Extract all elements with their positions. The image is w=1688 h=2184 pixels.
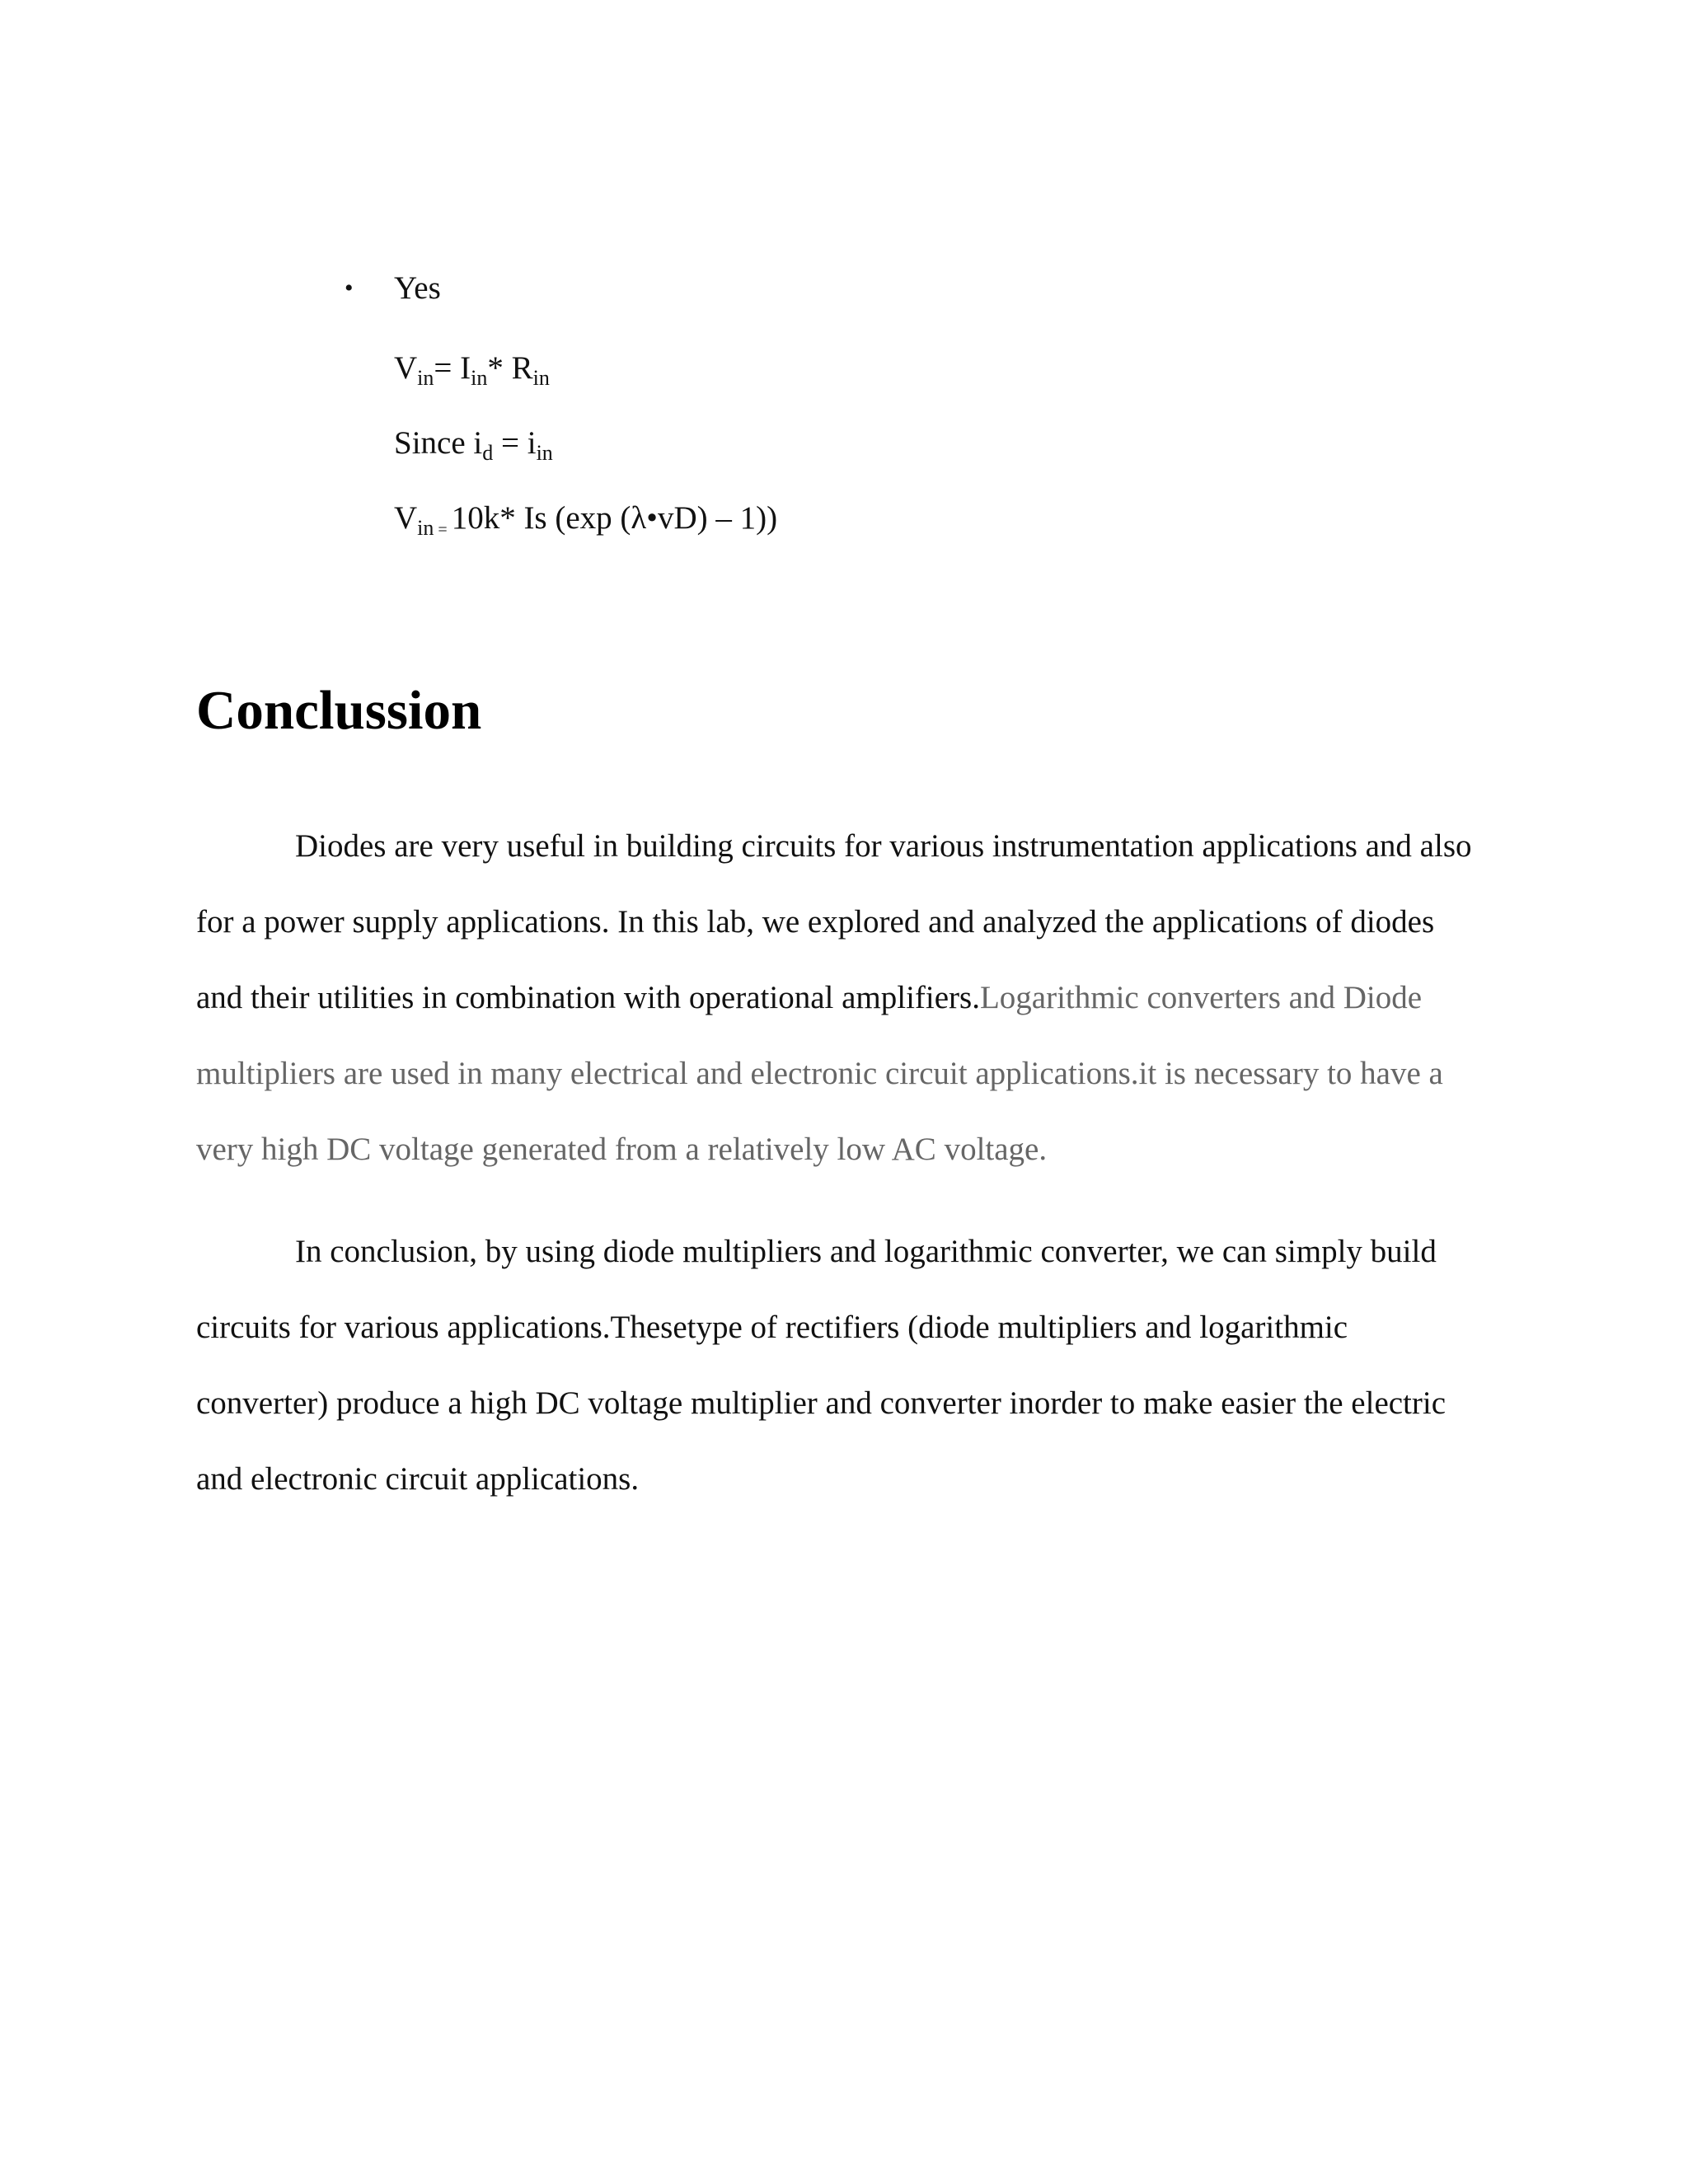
eq1-times-r: * R	[487, 350, 533, 386]
eq1-equals-i: = I	[434, 350, 471, 386]
conclusion-paragraph-1	[196, 808, 1482, 1188]
bullet-list	[345, 268, 1416, 309]
eq3-v-subscript: in	[417, 516, 434, 540]
equation-vin-iin-rin	[394, 348, 550, 389]
bullet-item-yes	[345, 268, 1416, 309]
conclusion-paragraph-2: In conclusion, by using diode multipliers and logarithmic converter, we can simply build circuits for various applications.Thesetype of rectifiers (diode multipliers and logarithmic converter) produce a high DC voltage multiplier and converter inorder to make easier the electric and electronic circuit applications.	[196, 1234, 1447, 1497]
eq3-small-equals: =	[434, 521, 452, 539]
equation-since-id-iin	[394, 423, 553, 464]
eq3-expression: 10k* Is (exp (λ•vD) – 1))	[451, 500, 778, 536]
eq3-v: V	[394, 500, 418, 536]
eq1-v-subscript: in	[417, 366, 434, 390]
eq2-equals-i: = i	[493, 425, 537, 461]
eq2-d-subscript: d	[482, 441, 494, 465]
paragraph1-gray-text: Logarithmic converters and Diode multipliers are used in many electrical and electronic circuit applications.it is necessary to have a very high DC voltage generated from a relatively low AC voltage.	[196, 980, 1443, 1167]
section-heading: Conclussion	[196, 680, 482, 741]
equation-vin-exp	[394, 498, 777, 551]
eq1-i-subscript: in	[471, 366, 488, 390]
eq2-since-i: Since i	[394, 425, 483, 461]
eq1-r-subscript: in	[532, 366, 550, 390]
eq1-v: V	[394, 350, 418, 386]
bullet-marker: •	[345, 274, 354, 302]
eq2-in-subscript: in	[536, 441, 553, 465]
bullet-text: Yes	[394, 270, 441, 306]
paragraph1-black-text: Diodes are very useful in building circuits for various instrumentation applications and also for a power supply applications. In this lab, we explored and analyzed the applications of diodes and their utilities in combination with operational amplifiers.	[196, 828, 1472, 1015]
